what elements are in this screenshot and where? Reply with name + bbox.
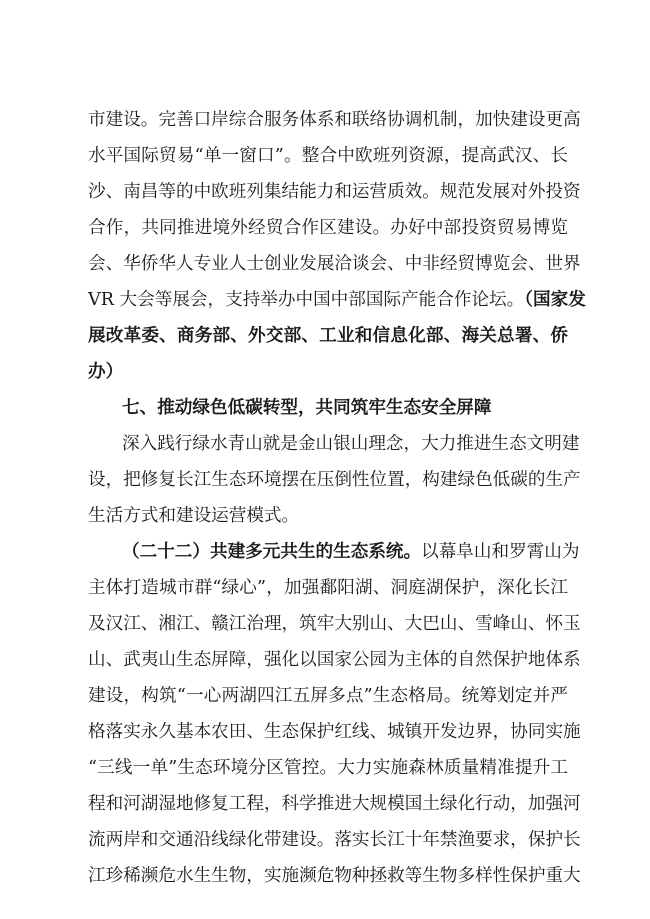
paragraph-text: 以幕阜山和罗霄山为 [421, 542, 580, 562]
paragraph-line: 建设，构筑“一心两湖四江五屏多点”生态格局。统筹划定并严 [88, 686, 568, 706]
responsible-departments: 办） [88, 362, 124, 382]
item-title: （二十二）共建多元共生的生态系统。 [122, 542, 422, 562]
paragraph-line: 程和河湖湿地修复工程，科学推进大规模国土绿化行动，加强河 [88, 794, 581, 814]
paragraph-line: 格落实永久基本农田、生态保护红线、城镇开发边界，协同实施 [88, 722, 581, 742]
paragraph-line: 市建设。完善口岸综合服务体系和联络协调机制，加快建设更高 [88, 110, 581, 130]
paragraph-line: 会、华侨华人专业人士创业发展洽谈会、中非经贸博览会、世界 [88, 254, 581, 274]
paragraph-line: 水平国际贸易“单一窗口”。整合中欧班列资源，提高武汉、长 [88, 146, 568, 166]
paragraph-line: 江珍稀濒危水生生物，实施濒危物种拯救等生物多样性保护重大 [88, 866, 581, 886]
responsible-departments: （国家发 [524, 290, 586, 310]
paragraph-line: 设，把修复长江生态环境摆在压倒性位置，构建绿色低碳的生产 [88, 470, 581, 490]
paragraph-line: 合作，共同推进境外经贸合作区建设。办好中部投资贸易博览 [88, 218, 568, 238]
paragraph-line: 沙、南昌等的中欧班列集结能力和运营质效。规范发展对外投资 [88, 182, 581, 202]
paragraph-line: “三线一单”生态环境分区管控。大力实施森林质量精准提升工 [88, 758, 568, 778]
section-heading: 七、推动绿色低碳转型，共同筑牢生态安全屏障 [122, 398, 492, 418]
paragraph-line: 主体打造城市群“绿心”，加强鄱阳湖、洞庭湖保护，深化长江 [88, 578, 568, 598]
responsible-departments: 展改革委、商务部、外交部、工业和信息化部、海关总署、侨 [88, 326, 568, 346]
paragraph-line: 山、武夷山生态屏障，强化以国家公园为主体的自然保护地体系 [88, 650, 581, 670]
paragraph-line: 深入践行绿水青山就是金山银山理念，大力推进生态文明建 [122, 434, 580, 454]
paragraph-line: 流两岸和交通沿线绿化带建设。落实长江十年禁渔要求，保护长 [88, 830, 581, 850]
paragraph-line: 生活方式和建设运营模式。 [88, 506, 300, 526]
paragraph-line [122, 536, 580, 569]
paragraph-line: 及汉江、湘江、赣江治理，筑牢大别山、大巴山、雪峰山、怀玉 [88, 614, 581, 634]
paragraph-text: VR 大会等展会，支持举办中国中部国际产能合作论坛。 [88, 290, 525, 310]
paragraph-line [88, 284, 586, 317]
